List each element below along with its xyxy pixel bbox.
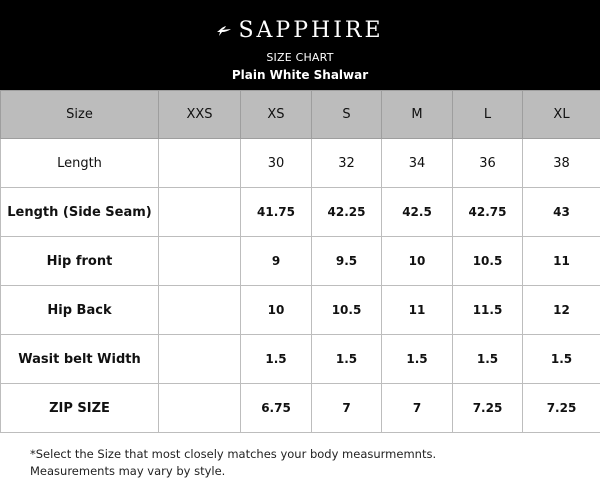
brand <box>0 18 600 43</box>
table-row <box>1 188 600 237</box>
table-row <box>1 384 600 433</box>
row-label: Length (Side Seam) <box>1 188 159 237</box>
table-cell: 38 <box>523 139 600 188</box>
row-label: Length <box>1 139 159 188</box>
table-cell: 7.25 <box>453 384 523 433</box>
table-cell: 9.5 <box>312 237 382 286</box>
bird-icon <box>216 23 232 39</box>
size-chart-table <box>0 90 600 433</box>
table-cell: 1.5 <box>241 335 312 384</box>
table-cell: 36 <box>453 139 523 188</box>
table-cell: 1.5 <box>382 335 453 384</box>
table-cell: 10.5 <box>312 286 382 335</box>
page-title: SIZE CHART <box>266 51 334 64</box>
table-cell: 10 <box>241 286 312 335</box>
table-cell <box>159 384 241 433</box>
table-cell: 1.5 <box>453 335 523 384</box>
table-cell: 42.75 <box>453 188 523 237</box>
table-cell: 42.5 <box>382 188 453 237</box>
table-cell: 30 <box>241 139 312 188</box>
column-header: Size <box>1 91 159 139</box>
brand-name: SAPPHIRE <box>238 18 384 43</box>
table-cell: 1.5 <box>312 335 382 384</box>
table-cell: 7.25 <box>523 384 600 433</box>
table-cell: 11 <box>523 237 600 286</box>
table-cell: 12 <box>523 286 600 335</box>
footnote <box>30 446 436 480</box>
table-cell: 9 <box>241 237 312 286</box>
column-header: XXS <box>159 91 241 139</box>
table-cell: 1.5 <box>523 335 600 384</box>
row-label: Hip Back <box>1 286 159 335</box>
product-name: Plain White Shalwar <box>231 68 369 82</box>
table-header-row <box>1 91 600 139</box>
row-label: Wasit belt Width <box>1 335 159 384</box>
table-cell <box>159 188 241 237</box>
table-cell <box>159 286 241 335</box>
table-cell: 32 <box>312 139 382 188</box>
table-row <box>1 237 600 286</box>
row-label: ZIP SIZE <box>1 384 159 433</box>
column-header: M <box>382 91 453 139</box>
table-cell: 42.25 <box>312 188 382 237</box>
footnote-line: Measurements may vary by style. <box>30 464 226 478</box>
table-cell <box>159 237 241 286</box>
table-cell: 10.5 <box>453 237 523 286</box>
table-cell: 34 <box>382 139 453 188</box>
table-cell: 11.5 <box>453 286 523 335</box>
column-header: L <box>453 91 523 139</box>
table-cell <box>159 139 241 188</box>
table-row <box>1 335 600 384</box>
table-cell <box>159 335 241 384</box>
table-cell: 41.75 <box>241 188 312 237</box>
footnote-line: *Select the Size that most closely matches your body measurmemnts. <box>30 447 437 461</box>
table-cell: 7 <box>312 384 382 433</box>
header <box>0 0 600 90</box>
column-header: XS <box>241 91 312 139</box>
table-row <box>1 139 600 188</box>
column-header: S <box>312 91 382 139</box>
row-label: Hip front <box>1 237 159 286</box>
table-cell: 10 <box>382 237 453 286</box>
table-cell: 43 <box>523 188 600 237</box>
column-header: XL <box>523 91 600 139</box>
table-row <box>1 286 600 335</box>
table-cell: 6.75 <box>241 384 312 433</box>
table-cell: 7 <box>382 384 453 433</box>
table-cell: 11 <box>382 286 453 335</box>
